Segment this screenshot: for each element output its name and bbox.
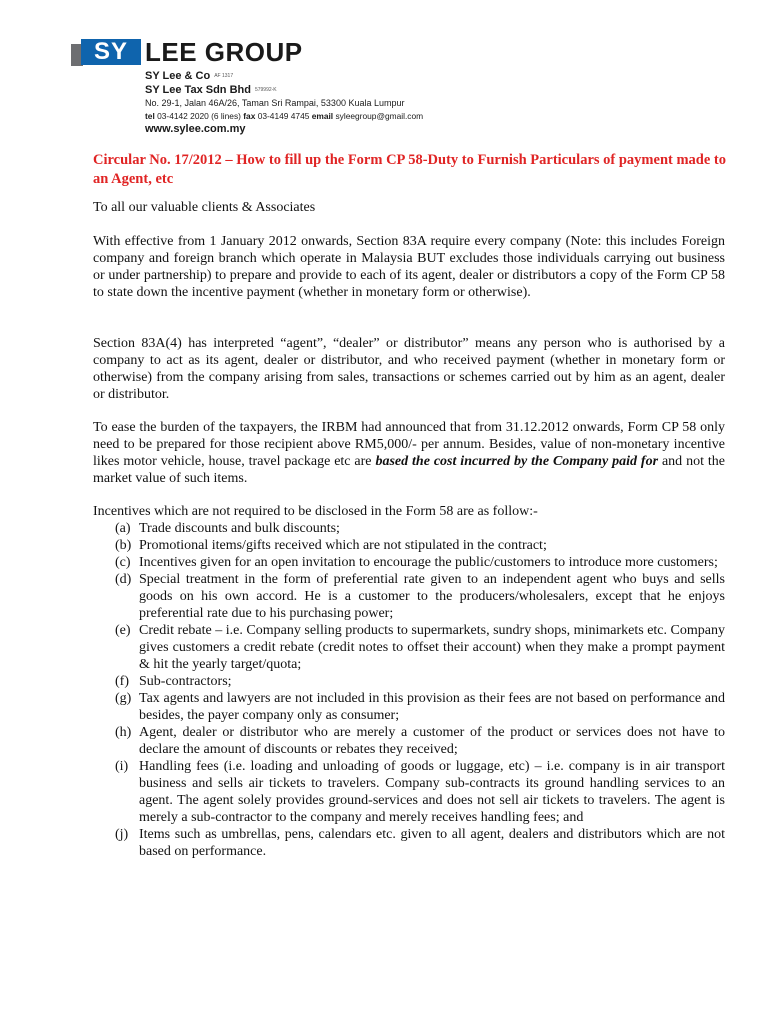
- company-website: www.sylee.com.my: [145, 123, 246, 135]
- paragraph-3: [93, 419, 725, 487]
- list-item-text: Promotional items/gifts received which are not stipulated in the contract;: [139, 538, 547, 553]
- list-item: [93, 537, 725, 554]
- company2-name: SY Lee Tax Sdn Bhd: [145, 84, 251, 96]
- list-marker: (a): [115, 521, 131, 536]
- list-item: [93, 571, 725, 622]
- list-marker: (j): [115, 827, 129, 842]
- list-item-text: Trade discounts and bulk discounts;: [139, 521, 340, 536]
- list-item: [93, 826, 725, 860]
- list-item-text: Handling fees (i.e. loading and unloading of goods or luggage, etc) – i.e. company is in air transport business and sells air tickets to travelers. Company sub-contracts its ground handling services to an agent. The agent solely provides ground-services and does not sell air tickets to travelers. The agent is merely a sub-contractor to the company and merely receives handling fees; and: [139, 759, 725, 825]
- paragraph-2: Section 83A(4) has interpreted “agent”, “dealer” or distributor” means any person who is authorised by a company to act as its agent, dealer or distributor, and who received payment (whether in monetary form or otherwise) from the company arising from sales, transactions or schemes carried out by him as an agent, dealer or distributor.: [93, 336, 725, 402]
- fax-value: 03-4149 4745: [257, 111, 310, 121]
- company2-line: [145, 84, 277, 96]
- list-item-text: Tax agents and lawyers are not included in this provision as their fees are not based on performance and besides, the payer company only as consumer;: [139, 691, 725, 723]
- list-intro: Incentives which are not required to be disclosed in the Form 58 are as follow:-: [93, 504, 538, 519]
- circular-title: Circular No. 17/2012 – How to fill up the Form CP 58-Duty to Furnish Particulars of payment made to an Agent, etc: [93, 152, 726, 187]
- list-item-text: Sub-contractors;: [139, 674, 232, 689]
- list-marker: (g): [115, 691, 132, 706]
- company1-line: [145, 70, 233, 82]
- list-item: [93, 520, 725, 537]
- company-address: No. 29-1, Jalan 46A/26, Taman Sri Rampai, 53300 Kuala Lumpur: [145, 98, 405, 108]
- email-label: email: [311, 111, 334, 121]
- company-contact: [145, 111, 423, 121]
- company1-reg: AF 1317: [214, 73, 234, 80]
- logo-text: LEE GROUP: [145, 37, 303, 67]
- tel-label: tel: [145, 111, 155, 121]
- list-marker: (b): [115, 538, 132, 553]
- list-marker: (h): [115, 725, 132, 740]
- paragraph-3-emphasis: based the cost incurred by the Company paid for: [375, 454, 659, 469]
- list-marker: (e): [115, 623, 131, 638]
- list-item: [93, 673, 725, 690]
- list-marker: (d): [115, 572, 132, 587]
- greeting: To all our valuable clients & Associates: [93, 200, 316, 215]
- fax-label: fax: [243, 111, 256, 121]
- paragraph-3-start: To ease the burden of the taxpayers, the IRBM had announced that from 31.12.2012 onwards, Form CP 58 only need to be prepared for those recipient above RM5,000/- per annum. Besides, value of non-monetary incentive likes motor vehicle, house, travel package etc are: [93, 420, 725, 469]
- list-marker: (i): [115, 759, 129, 774]
- list-marker: (c): [115, 555, 131, 570]
- logo-mark: SY: [81, 39, 141, 65]
- list-item: [93, 554, 725, 571]
- list-item-text: Agent, dealer or distributor who are merely a customer of the product or services does not have to declare the amount of discounts or rebates they received;: [139, 725, 725, 757]
- company1-name: SY Lee & Co: [145, 70, 211, 82]
- exclusions-list: [93, 520, 725, 860]
- list-item: [93, 622, 725, 673]
- company2-reg: 579992-K: [254, 87, 277, 94]
- list-item: [93, 724, 725, 758]
- list-item-text: Items such as umbrellas, pens, calendars etc. given to all agent, dealers and distributors which are not based on performance.: [139, 827, 725, 859]
- list-item-text: Incentives given for an open invitation to encourage the public/customers to introduce more customers;: [139, 555, 718, 570]
- company-logo: [71, 36, 141, 68]
- tel-value: 03-4142 2020 (6 lines): [157, 111, 241, 121]
- list-item-text: Special treatment in the form of preferential rate given to an independent agent who buys and sells goods on his own accord. He is a customer to the producers/wholesalers, except that he enjoys preferential rate due to his purchasing power;: [139, 572, 725, 621]
- list-marker: (f): [115, 674, 129, 689]
- list-item-text: Credit rebate – i.e. Company selling products to supermarkets, sundry shops, minimarkets etc. Company gives customers a credit rebate (credit notes to offset their account) when they make a prompt payment & hit the yearly target/quota;: [139, 623, 725, 672]
- list-item: [93, 690, 725, 724]
- paragraph-1: With effective from 1 January 2012 onwards, Section 83A require every company (Note: this includes Foreign company and foreign branch which operate in Malaysia BUT excludes those individuals carrying out business or under partnership) to prepare and provide to each of its agent, dealer or distributors a copy of the Form CP 58 to state down the incentive payment (whether in monetary form or otherwise).: [93, 234, 725, 300]
- email-value: syleegroup@gmail.com: [335, 111, 424, 121]
- letterhead: [71, 36, 731, 136]
- paragraph-3-end: and not the market value of such items.: [93, 454, 725, 486]
- list-item: [93, 758, 725, 826]
